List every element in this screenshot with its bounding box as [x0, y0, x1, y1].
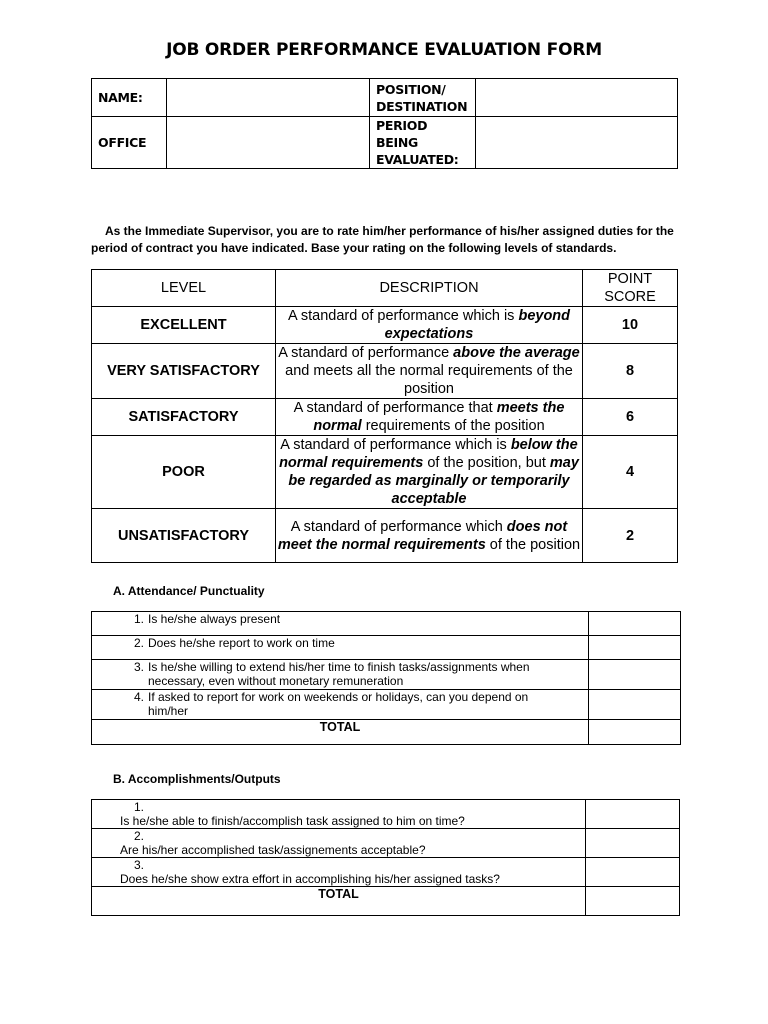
attendance-table: [91, 611, 681, 745]
table-row: [92, 858, 680, 887]
name-label: NAME:: [92, 79, 167, 117]
question-cell: 1. Is he/she always present: [92, 612, 589, 636]
level-score: 4: [583, 436, 678, 509]
table-row: [92, 612, 681, 636]
level-score: 2: [583, 509, 678, 563]
position-field[interactable]: [476, 79, 678, 117]
table-row: [92, 636, 681, 660]
table-row: [92, 690, 681, 720]
level-row: [92, 307, 678, 344]
period-label: PERIOD BEING EVALUATED:: [370, 117, 476, 169]
level-description: A standard of performance that meets the normal requirements of the position: [276, 399, 583, 436]
level-score: 10: [583, 307, 678, 344]
question-cell: 4. If asked to report for work on weekends or holidays, can you depend on him/her: [92, 690, 589, 720]
level-name: SATISFACTORY: [92, 399, 276, 436]
level-row: [92, 399, 678, 436]
question-cell: 2.Are his/her accomplished task/assignements acceptable?: [92, 829, 586, 858]
score-input-cell[interactable]: [589, 612, 681, 636]
total-row: [92, 720, 681, 745]
total-input-cell[interactable]: [589, 720, 681, 745]
level-name: POOR: [92, 436, 276, 509]
instructions-text: As the Immediate Supervisor, you are to rate him/her performance of his/her assigned duties for the period of contract you have indicated. Base your rating on the following levels of standards.: [91, 224, 674, 255]
score-input-cell[interactable]: [586, 829, 680, 858]
level-name: UNSATISFACTORY: [92, 509, 276, 563]
total-label: TOTAL: [92, 887, 586, 916]
office-label: OFFICE: [92, 117, 167, 169]
employee-info-table: [91, 78, 678, 169]
level-row: [92, 344, 678, 399]
header-level: LEVEL: [92, 270, 276, 307]
question-cell: 3. Is he/she willing to extend his/her time to finish tasks/assignments when necessary, even without monetary remuneration: [92, 660, 589, 690]
name-field[interactable]: [167, 79, 370, 117]
question-cell: 3.Does he/she show extra effort in accomplishing his/her assigned tasks?: [92, 858, 586, 887]
score-input-cell[interactable]: [586, 800, 680, 829]
table-row: [92, 660, 681, 690]
level-description: A standard of performance which does not meet the normal requirements of the position: [276, 509, 583, 563]
table-row: [92, 800, 680, 829]
score-input-cell[interactable]: [589, 660, 681, 690]
office-field[interactable]: [167, 117, 370, 169]
level-row: [92, 509, 678, 563]
level-description: A standard of performance which is below the normal requirements of the position, but may be regarded as marginally or temporarily acceptable: [276, 436, 583, 509]
header-description: DESCRIPTION: [276, 270, 583, 307]
level-name: VERY SATISFACTORY: [92, 344, 276, 399]
total-row: [92, 887, 680, 916]
section-a-title: A. Attendance/ Punctuality: [113, 584, 265, 598]
question-cell: 2. Does he/she report to work on time: [92, 636, 589, 660]
section-b-title: B. Accomplishments/Outputs: [113, 772, 281, 786]
question-cell: 1.Is he/she able to finish/accomplish task assigned to him on time?: [92, 800, 586, 829]
position-label: POSITION/ DESTINATION: [370, 79, 476, 117]
accomplishments-table: [91, 799, 680, 916]
header-point-score: POINT SCORE: [583, 270, 678, 307]
period-field[interactable]: [476, 117, 678, 169]
level-description: A standard of performance above the average and meets all the normal requirements of the position: [276, 344, 583, 399]
total-input-cell[interactable]: [586, 887, 680, 916]
level-row: [92, 436, 678, 509]
form-title: JOB ORDER PERFORMANCE EVALUATION FORM: [166, 40, 602, 60]
table-row: [92, 829, 680, 858]
level-score: 8: [583, 344, 678, 399]
level-score: 6: [583, 399, 678, 436]
score-input-cell[interactable]: [586, 858, 680, 887]
score-input-cell[interactable]: [589, 690, 681, 720]
level-name: EXCELLENT: [92, 307, 276, 344]
level-description: A standard of performance which is beyond expectations: [276, 307, 583, 344]
rating-levels-table: [91, 269, 678, 563]
total-label: TOTAL: [92, 720, 589, 745]
score-input-cell[interactable]: [589, 636, 681, 660]
